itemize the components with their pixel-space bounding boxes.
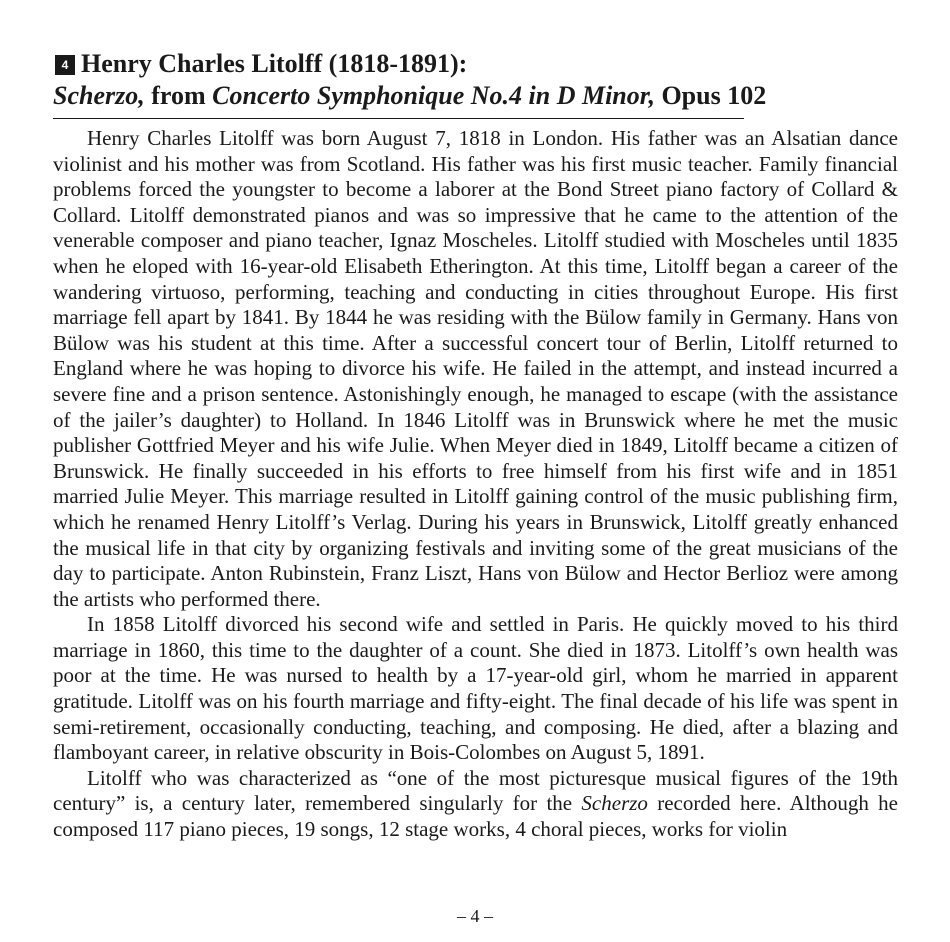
page-number: – 4 – <box>457 906 493 926</box>
heading-scherzo: Scherzo, <box>53 81 145 110</box>
page-content <box>53 48 898 843</box>
heading-line-1 <box>53 48 898 80</box>
heading-from: from <box>144 81 213 110</box>
track-number-badge: 4 <box>55 55 75 75</box>
heading-opus: Opus 102 <box>654 81 767 110</box>
body-text <box>53 126 898 843</box>
heading-work-title: Concerto Symphonique No.4 in D Minor, <box>212 81 655 110</box>
heading-line-2 <box>53 80 898 112</box>
heading-title: Henry Charles Litolff (1818-1891): <box>81 49 468 78</box>
section-heading <box>53 48 898 112</box>
paragraph-3-text-a: Litolff who was characterized as “one of the most picturesque musical figures of the 19th century” is, a century later, remembered singularly for the <box>53 765 898 816</box>
paragraph-3 <box>53 766 898 843</box>
paragraph-3-text-b: recorded here. Although he composed 117 piano pieces, 19 songs, 12 stage works, 4 choral pieces, works for violin <box>53 791 898 842</box>
paragraph-1: Henry Charles Litolff was born August 7, 1818 in London. His father was an Alsatian dance violinist and his mother was from Scotland. His father was his first music teacher. Family financial problems forced the youngster to become a laborer at the Bond Street piano factory of Collard & Collard. Litolff demonstrated pianos and was so impressive that he came to the attention of the venerable composer and piano teacher, Ignaz Moscheles. Litolff studied with Moscheles until 1835 when he eloped with 16-year-old Elisabeth Etherington. At this time, Litolff began a career of the wandering virtuoso, performing, teaching and conducting in cities throughout Europe. His first marriage fell apart by 1841. By 1844 he was residing with the Bülow family in Germany. Hans von Bülow was his student at this time. After a successful concert tour of Berlin, Litolff returned to England where he was hoping to divorce his wife. He failed in the attempt, and instead incurred a severe fine and a prison sentence. Astonishingly enough, he managed to escape (with the assistance of the jailer’s daughter) to Holland. In 1846 Litolff was in Brunswick where he met the music publisher Gottfried Meyer and his wife Julie. When Meyer died in 1849, Litolff became a citizen of Brunswick. He finally succeeded in his efforts to free himself from his first wife and in 1851 married Julie Meyer. This marriage resulted in Litolff gaining control of the music publishing firm, which he renamed Henry Litolff’s Verlag. During his years in Brunswick, Litolff greatly enhanced the musical life in that city by organizing festivals and inviting some of the great musicians of the day to participate. Anton Rubinstein, Franz Liszt, Hans von Bülow and Hector Berlioz were among the artists who performed there. <box>53 126 898 611</box>
paragraph-2: In 1858 Litolff divorced his second wife and settled in Paris. He quickly moved to his third marriage in 1860, this time to the daughter of a count. She died in 1873. Litolff’s own health was poor at the time. He was nursed to health by a 17-year-old girl, whom he married in apparent gratitude. Litolff was on his fourth marriage and fifty-eight. The final decade of his life was spent in semi-retirement, occasionally conducting, teaching, and composing. He died, after a blazing and flamboyant career, in relative obscurity in Bois-Colombes on August 5, 1891. <box>53 612 898 765</box>
heading-rule <box>53 118 744 119</box>
paragraph-3-scherzo: Scherzo <box>581 791 648 816</box>
